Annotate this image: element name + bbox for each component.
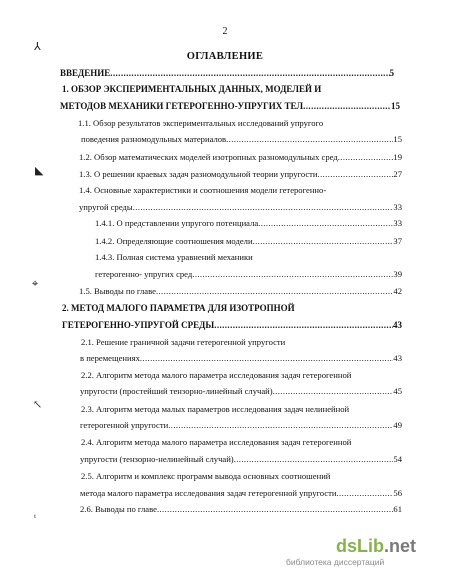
- toc-entry[interactable]: [81, 470, 411, 482]
- toc-entry-page: 54: [393, 454, 402, 464]
- toc-entry-page: 49: [393, 420, 402, 430]
- toc-leader-dots: [338, 151, 394, 163]
- toc-entry[interactable]: [95, 251, 395, 263]
- toc-entry-title: гетерогенной упругости: [80, 420, 169, 430]
- toc-entry[interactable]: [60, 100, 400, 112]
- scan-mark: ⅄: [34, 41, 41, 53]
- toc-leader-dots: [258, 217, 393, 229]
- toc-entry-page: 43: [393, 320, 402, 330]
- toc-entry-title: 1.1. Обзор результатов экспериментальных исследований упругого: [78, 118, 324, 128]
- toc-leader-dots: [273, 385, 394, 397]
- toc-heading: ОГЛАВЛЕНИЕ: [186, 51, 264, 62]
- toc-entry-page: 27: [393, 169, 402, 179]
- toc-entry-title: в перемещениях: [80, 353, 140, 363]
- toc-entry-title: упругости (тензорно-нелинейный случай): [80, 454, 234, 464]
- toc-entry[interactable]: [79, 168, 402, 180]
- toc-entry[interactable]: [80, 385, 402, 397]
- toc-entry-page: 15: [393, 134, 402, 144]
- toc-leader-dots: [303, 100, 391, 112]
- toc-entry[interactable]: [62, 83, 402, 95]
- toc-entry-title: 1.2. Обзор математических моделей изотропных разномодульных сред: [79, 152, 338, 162]
- toc-entry-title: 1. ОБЗОР ЭКСПЕРИМЕНТАЛЬНЫХ ДАННЫХ, МОДЕЛЕЙ И: [62, 84, 322, 94]
- toc-entry-page: 19: [393, 152, 402, 162]
- toc-entry-page: 5: [389, 68, 394, 78]
- toc-leader-dots: [133, 201, 394, 213]
- toc-entry[interactable]: [95, 235, 402, 247]
- toc-entry-title: гетерогенно- упругих сред: [95, 269, 193, 279]
- scan-mark: ◣: [35, 165, 44, 177]
- toc-entry-page: 45: [393, 386, 402, 396]
- toc-entry-page: 33: [393, 202, 402, 212]
- toc-entry[interactable]: [95, 268, 402, 280]
- toc-entry-page: 43: [393, 353, 402, 363]
- toc-entry-title: 2.6. Выводы по главе: [80, 504, 157, 514]
- toc-leader-dots: [234, 453, 394, 465]
- toc-entry-title: 1.4.1. О представлении упругого потенциала: [95, 218, 259, 228]
- toc-entry[interactable]: [79, 151, 402, 163]
- toc-entry-title: 1.5. Выводы по главе: [79, 286, 156, 296]
- toc-entry-title: 1.4.3. Полная система уравнений механики: [95, 252, 253, 262]
- toc-entry-title: метода малого параметра исследования задач гетерогенной упругости: [80, 488, 337, 498]
- toc-entry[interactable]: [79, 184, 399, 196]
- toc-entry[interactable]: [78, 117, 398, 129]
- watermark-logo-tld: .net: [384, 536, 417, 556]
- toc-entry-title: 2.2. Алгоритм метода малого параметра исследования задач гетерогенной: [81, 370, 352, 380]
- toc-leader-dots: [192, 268, 393, 280]
- toc-entry[interactable]: [81, 403, 411, 415]
- toc-entry-page: 56: [393, 488, 402, 498]
- scan-mark: ᵗ: [34, 512, 37, 524]
- toc-entry-title: ГЕТЕРОГЕННО-УПРУГОЙ СРЕДЫ: [62, 320, 215, 330]
- toc-leader-dots: [156, 285, 393, 297]
- toc-entry[interactable]: [81, 436, 411, 448]
- toc-entry[interactable]: [62, 319, 402, 331]
- toc-leader-dots: [318, 168, 394, 180]
- toc-entry[interactable]: [80, 453, 402, 465]
- scan-mark: ↖: [33, 399, 43, 411]
- toc-entry-title: ВВЕДЕНИЕ: [60, 68, 111, 78]
- toc-entry-title: упругой среды: [79, 202, 133, 212]
- toc-entry-page: 61: [393, 504, 402, 514]
- toc-entry-page: 42: [393, 286, 402, 296]
- watermark-logo-main: dsLib: [336, 536, 384, 556]
- page-number: 2: [222, 26, 228, 37]
- toc-entry[interactable]: [62, 302, 402, 314]
- toc-entry-title: 1.4.2. Определяющие соотношения модели: [95, 236, 253, 246]
- toc-entry-title: МЕТОДОВ МЕХАНИКИ ГЕТЕРОГЕННО-УПРУГИХ ТЕЛ: [60, 101, 304, 111]
- toc-entry-title: 2.3. Алгоритм метода малых параметров исследования задач нелинейной: [81, 404, 350, 414]
- toc-entry[interactable]: [80, 352, 402, 364]
- toc-leader-dots: [214, 319, 393, 331]
- toc-entry[interactable]: [80, 419, 402, 431]
- toc-entry-page: 33: [393, 218, 402, 228]
- toc-entry-title: 2.5. Алгоритм и комплекс программ вывода основных соотношений: [81, 471, 331, 481]
- toc-entry-title: 2.1. Решение граничной задачи гетерогенной упругости: [81, 337, 286, 347]
- toc-entry-page: 37: [393, 236, 402, 246]
- toc-leader-dots: [336, 487, 393, 499]
- toc-entry[interactable]: [79, 201, 402, 213]
- toc-entry-page: 39: [393, 269, 402, 279]
- toc-entry[interactable]: [60, 67, 394, 79]
- toc-entry[interactable]: [80, 487, 402, 499]
- toc-entry-page: 15: [391, 101, 400, 111]
- toc-leader-dots: [168, 419, 393, 431]
- toc-leader-dots: [226, 133, 393, 145]
- toc-leader-dots: [140, 352, 394, 364]
- toc-entry[interactable]: [81, 369, 411, 381]
- scan-mark: ⌖: [32, 278, 39, 290]
- toc-entry-title: 2. МЕТОД МАЛОГО ПАРАМЕТРА ДЛЯ ИЗОТРОПНОЙ: [62, 303, 295, 313]
- toc-entry[interactable]: [95, 217, 402, 229]
- watermark-subtitle: библиотека диссертаций: [286, 557, 385, 567]
- toc-entry-title: 1.4. Основные характеристики и соотношения модели гетерогенно-: [79, 185, 327, 195]
- watermark-logo: [336, 536, 448, 556]
- dslib-watermark[interactable]: [286, 536, 448, 567]
- toc-entry-title: 1.3. О решении краевых задач разномодульной теории упругости: [79, 169, 318, 179]
- toc-entry-title: упругости (простейший тензорно-линейный случай): [80, 386, 273, 396]
- toc-entry[interactable]: [80, 503, 402, 515]
- toc-entry-title: поведения разномодульных материалов: [81, 134, 227, 144]
- toc-entry[interactable]: [79, 285, 402, 297]
- toc-entry[interactable]: [81, 133, 402, 145]
- toc-entry[interactable]: [81, 336, 401, 348]
- toc-leader-dots: [157, 503, 393, 515]
- toc-leader-dots: [253, 235, 394, 247]
- toc-leader-dots: [110, 67, 389, 79]
- toc-entry-title: 2.4. Алгоритм метода малого параметра исследования задач гетерогенной: [81, 437, 352, 447]
